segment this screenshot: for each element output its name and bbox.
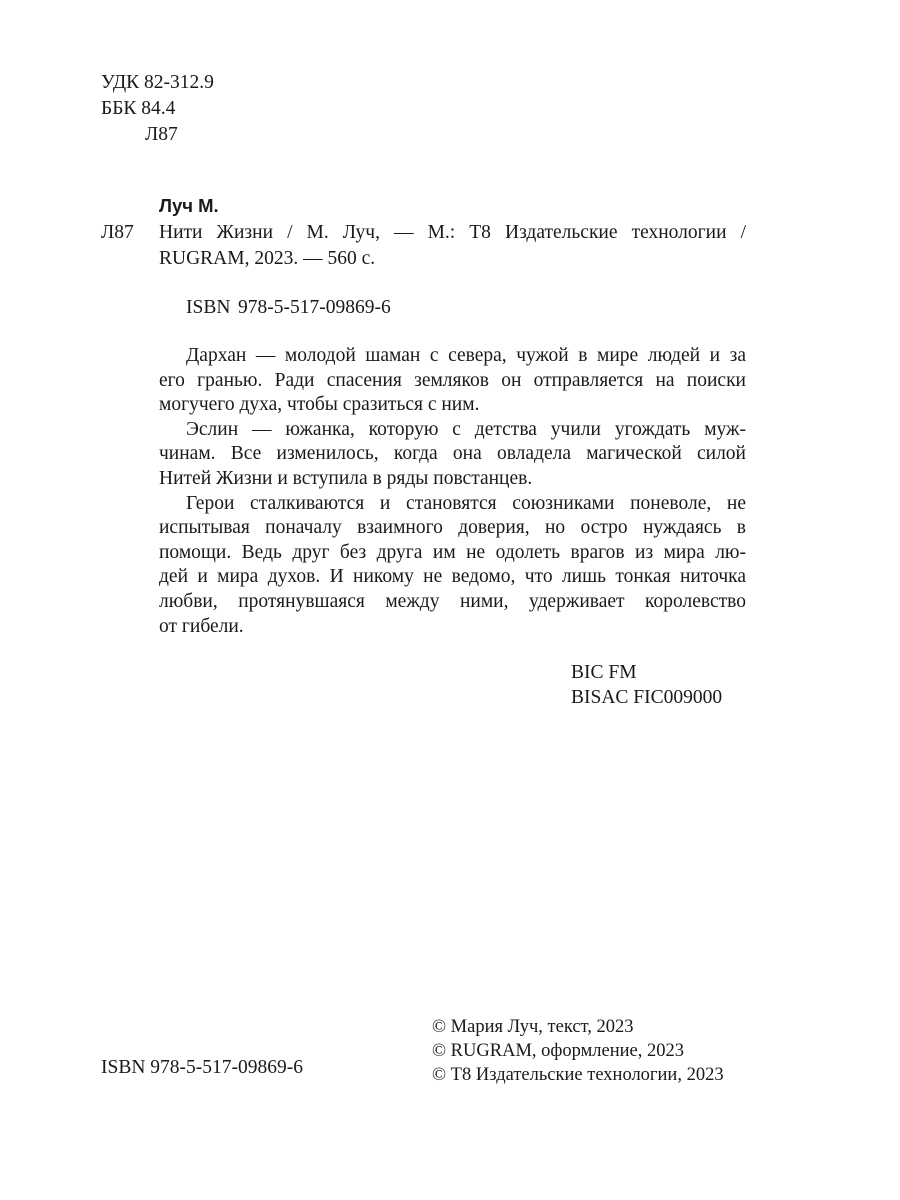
bic-code: BIC FM bbox=[571, 662, 637, 683]
bisac-code: BISAC FIC009000 bbox=[571, 687, 723, 708]
isbn-number: 978-5-517-09869-6 bbox=[238, 297, 391, 318]
annotation-line: от гибели. bbox=[159, 615, 244, 637]
udk-code: УДК 82-312.9 bbox=[101, 72, 214, 93]
cutter-mark: Л87 bbox=[145, 124, 178, 145]
annotation-line: дей и мира духов. И никому не ведомо, что лишь тонкая ниточка bbox=[159, 566, 746, 588]
biblio-line: Нити Жизни / М. Луч, — М.: Т8 Издательские технологии / bbox=[159, 222, 746, 243]
annotation-line: Дархан — молодой шаман с севера, чужой в мире людей и за bbox=[186, 345, 746, 366]
copyright-line: © RUGRAM, оформление, 2023 bbox=[432, 1041, 685, 1061]
annotation-line: испытывая поначалу взаимного доверия, но остро нуждаясь в bbox=[159, 517, 746, 539]
annotation-line: его гранью. Ради спасения земляков он отправляется на поиски bbox=[159, 369, 746, 391]
annotation-line: Герои сталкиваются и становятся союзниками поневоле, не bbox=[186, 492, 746, 514]
annotation-line: Нитей Жизни и вступила в ряды повстанцев. bbox=[159, 467, 533, 489]
bibliographic-description bbox=[159, 220, 746, 272]
annotation-paragraph bbox=[159, 418, 746, 492]
isbn-label: ISBN bbox=[186, 297, 231, 318]
biblio-line: RUGRAM, 2023. — 560 с. bbox=[159, 248, 376, 269]
annotation-line: могучего духа, чтобы сразиться с ним. bbox=[159, 394, 480, 416]
annotation-line: Эслин — южанка, которую с детства учили угождать муж- bbox=[186, 418, 746, 440]
bbk-code: ББК 84.4 bbox=[101, 98, 176, 119]
isbn-bottom: ISBN 978-5-517-09869-6 bbox=[101, 1057, 304, 1078]
annotation bbox=[159, 344, 746, 639]
copyright-line: © Мария Луч, текст, 2023 bbox=[432, 1017, 634, 1037]
author-heading: Луч М. bbox=[159, 195, 219, 216]
annotation-line: любви, протянувшаяся между ними, удерживает королевство bbox=[159, 590, 746, 612]
annotation-paragraph bbox=[159, 492, 746, 640]
copyright-line: © Т8 Издательские технологии, 2023 bbox=[432, 1065, 724, 1085]
annotation-line: помощи. Ведь друг без друга им не одолеть врагов из мира лю- bbox=[159, 541, 746, 563]
cutter-mark-side: Л87 bbox=[101, 222, 134, 243]
annotation-line: чинам. Все изменилось, когда она овладела магической силой bbox=[159, 443, 746, 465]
annotation-paragraph bbox=[159, 344, 746, 418]
isbn-entry bbox=[186, 295, 391, 321]
